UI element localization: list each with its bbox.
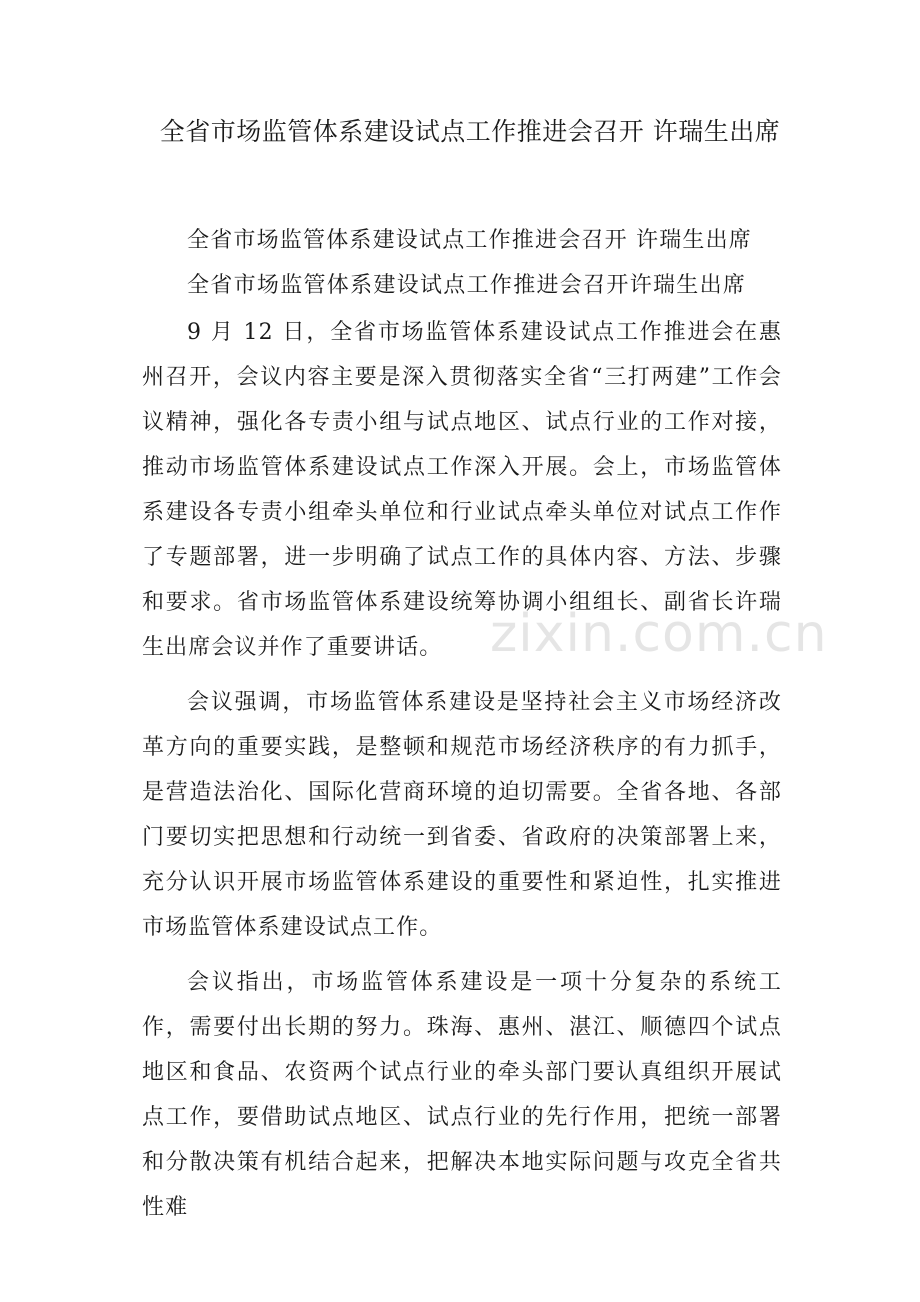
document-title: 全省市场监管体系建设试点工作推进会召开 许瑞生出席 xyxy=(159,117,781,146)
paragraph: 会议强调，市场监管体系建设是坚持社会主义市场经济改革方向的重要实践，是整顿和规范市场经济秩序的有力抓手，是营造法治化、国际化营商环境的迫切需要。全省各地、各部门要切实把思想和行动统一到省委、省政府的决策部署上来，充分认识开展市场监管体系建设的重要性和紧迫性，扎实推进市场监管体系建设试点工作。 xyxy=(142,690,782,940)
watermark: zixin.com.cn xyxy=(490,604,828,664)
paragraph: 9 月 12 日，全省市场监管体系建设试点工作推进会在惠州召开，会议内容主要是深入贯彻落实全省“三打两建”工作会议精神，强化各专责小组与试点地区、试点行业的工作对接，推动市场监管体系建设试点工作深入开展。会上，市场监管体系建设各专责小组牵头单位和行业试点牵头单位对试点工作作了专题部署，进一步明确了试点工作的具体内容、方法、步骤和要求。省市场监管体系建设统筹协调小组组长、副省长许瑞生出席会议并作了重要讲话。 xyxy=(142,320,782,660)
paragraph: 会议指出，市场监管体系建设是一项十分复杂的系统工作，需要付出长期的努力。珠海、惠州、湛江、顺德四个试点地区和食品、农资两个试点行业的牵头部门要认真组织开展试点工作，要借助试点地区、试点行业的先行作用，把统一部署和分散决策有机结合起来，把解决本地实际问题与攻克全省共性难 xyxy=(142,970,782,1220)
article-body xyxy=(142,310,782,1240)
subtitle-line-2: 全省市场监管体系建设试点工作推进会召开许瑞生出席 xyxy=(187,273,747,298)
subtitle-line-1: 全省市场监管体系建设试点工作推进会召开 许瑞生出席 xyxy=(187,228,752,253)
